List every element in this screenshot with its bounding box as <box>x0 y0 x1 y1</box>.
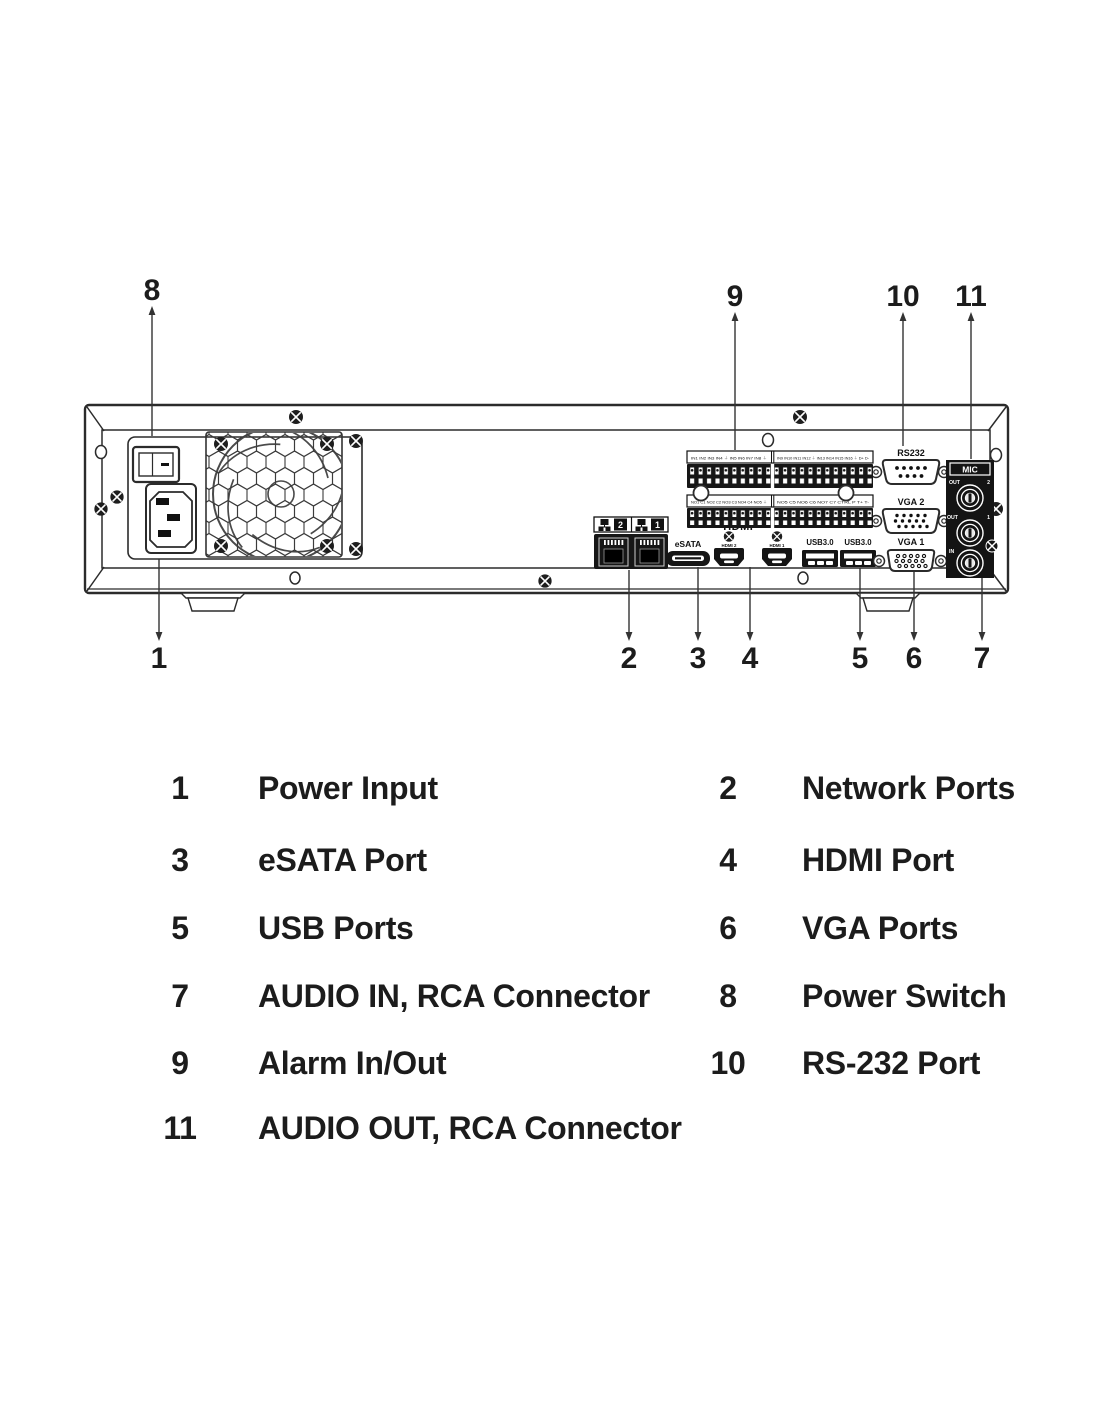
callout-number-6: 6 <box>905 642 923 675</box>
usb3-label: USB3.0 <box>806 538 834 547</box>
legend-label: RS-232 Port <box>802 1045 981 1081</box>
legend-row <box>0 978 1100 1018</box>
callout-number-1: 1 <box>150 642 168 675</box>
legend-num: 7 <box>171 978 189 1014</box>
audio-in-label: IN <box>949 549 955 555</box>
legend-num: 3 <box>171 842 189 878</box>
legend-label: AUDIO IN, RCA Connector <box>258 978 650 1014</box>
vga2-label: VGA 2 <box>897 497 925 507</box>
legend-row <box>0 910 1100 950</box>
callout-number-8: 8 <box>143 274 161 307</box>
legend-num: 1 <box>171 770 189 806</box>
legend-num: 6 <box>719 910 737 946</box>
legend-row <box>0 770 1100 810</box>
legend-label: Power Input <box>258 770 438 806</box>
legend-num: 10 <box>710 1045 746 1081</box>
legend-label: eSATA Port <box>258 842 427 878</box>
callout-number-3: 3 <box>689 642 707 675</box>
net-port2-label: 2 <box>617 520 624 530</box>
callout-number-5: 5 <box>851 642 869 675</box>
legend-label: Network Ports <box>802 770 1016 806</box>
hdmi-port1-label: HDMI 1 <box>769 543 785 548</box>
alarm-row1-right-label: IN9 IN10 IN11 IN12 ⏚ IN13 IN14 IN15 IN16 ⏚ D+ D- <box>777 456 867 461</box>
esata-label: eSATA <box>674 539 702 549</box>
legend-num: 5 <box>171 910 189 946</box>
audio-out1-label: OUT <box>947 515 958 521</box>
legend-num: 4 <box>719 842 737 878</box>
net-port1-label: 1 <box>654 520 661 530</box>
hdmi-port2-label: HDMI 2 <box>721 543 737 548</box>
vga1-label: VGA 1 <box>897 537 925 547</box>
legend-num: 9 <box>171 1045 189 1081</box>
legend-label: Alarm In/Out <box>258 1045 447 1081</box>
usb3-label: USB3.0 <box>844 538 872 547</box>
callout-number-10: 10 <box>886 280 920 313</box>
legend-row <box>0 1110 1100 1150</box>
alarm-row2-left-label: NO1 C1 NO2 C2 NO3 C3 NO4 C4 NO5 ⏚ <box>691 500 763 505</box>
legend-num: 11 <box>163 1110 197 1146</box>
legend-label: VGA Ports <box>802 910 959 946</box>
callout-number-9: 9 <box>726 280 744 313</box>
alarm-row2-right-label: NO5 C5 NO6 C6 NO7 C7 CTRL P T+ T- <box>777 500 870 505</box>
legend-label: USB Ports <box>258 910 414 946</box>
legend-label: HDMI Port <box>802 842 954 878</box>
rs232-label: RS232 <box>897 448 925 458</box>
callout-number-2: 2 <box>620 642 638 675</box>
callout-number-11: 11 <box>955 280 987 313</box>
legend-row <box>0 842 1100 882</box>
audio-out2-label: OUT <box>949 480 960 486</box>
mic-header-label: MIC <box>962 464 978 475</box>
audio-out2-num: 2 <box>987 480 990 486</box>
callout-number-7: 7 <box>973 642 991 675</box>
callout-number-4: 4 <box>741 642 759 675</box>
audio-out1-num: 1 <box>987 515 990 521</box>
legend-label: Power Switch <box>802 978 1007 1014</box>
alarm-row1-left-label: IN1 IN2 IN3 IN4 ⏚ IN5 IN6 IN7 IN8 ⏚ <box>691 456 756 461</box>
legend-row <box>0 1045 1100 1085</box>
legend-label: AUDIO OUT, RCA Connector <box>258 1110 682 1146</box>
legend-num: 2 <box>719 770 737 806</box>
legend-num: 8 <box>719 978 737 1014</box>
